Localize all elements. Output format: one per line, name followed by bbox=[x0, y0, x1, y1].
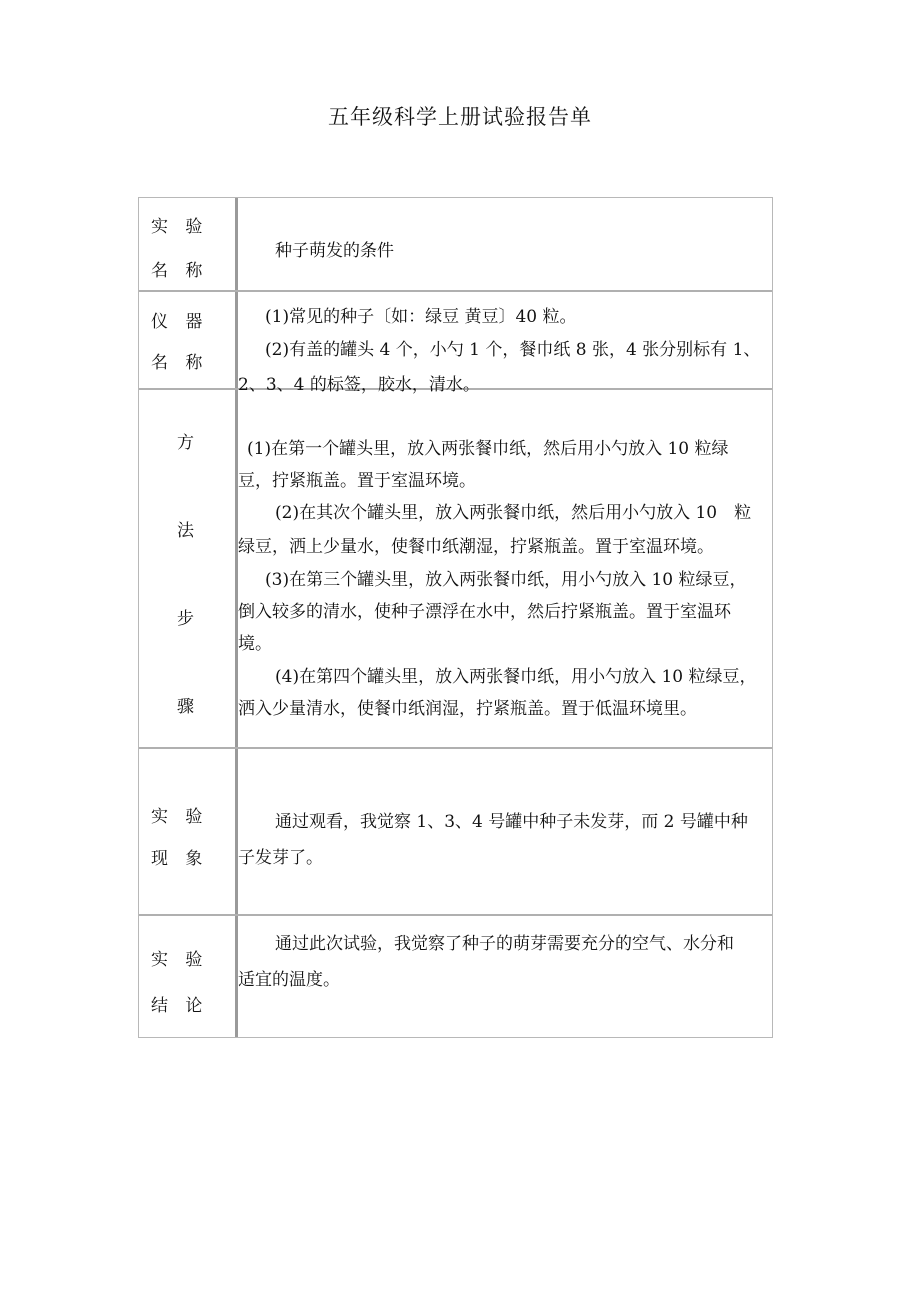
label-instruments-2: 名 称 bbox=[151, 353, 209, 373]
conclusion-line: 通过此次试验，我觉察了种子的萌芽需要充分的空气、水分和 bbox=[275, 934, 734, 954]
row-divider bbox=[139, 290, 772, 292]
method-line: (4)在第四个罐头里，放入两张餐巾纸，用小勺放入 10 粒绿豆， bbox=[275, 667, 757, 687]
page-title: 五年级科学上册试验报告单 bbox=[328, 105, 592, 129]
label-method-3: 步 bbox=[177, 609, 200, 629]
label-name-2: 名 称 bbox=[151, 261, 209, 281]
phenomenon-line: 通过观看，我觉察 1、3、4 号罐中种子未发芽，而 2 号罐中种 bbox=[275, 812, 748, 832]
label-phenomenon-1: 实 验 bbox=[151, 807, 209, 827]
label-phenomenon-2: 现 象 bbox=[151, 849, 209, 869]
label-conclusion-2: 结 论 bbox=[151, 996, 209, 1016]
label-method-1: 方 bbox=[177, 433, 200, 453]
row-divider bbox=[139, 747, 772, 749]
method-line: (3)在第三个罐头里，放入两张餐巾纸，用小勺放入 10 粒绿豆， bbox=[265, 570, 747, 590]
method-line: 境。 bbox=[238, 634, 272, 654]
experiment-name: 种子萌发的条件 bbox=[275, 241, 394, 261]
phenomenon-line: 子发芽了。 bbox=[238, 848, 323, 868]
label-conclusion-1: 实 验 bbox=[151, 950, 209, 970]
method-line: 豆，拧紧瓶盖。置于室温环境。 bbox=[238, 471, 476, 491]
method-line: (2)在其次个罐头里，放入两张餐巾纸，然后用小勺放入 10 粒 bbox=[275, 503, 752, 523]
instrument-line: 2、3、4 的标签，胶水，清水。 bbox=[238, 375, 480, 395]
row-divider bbox=[139, 914, 772, 916]
instrument-line: (1)常见的种子〔如：绿豆 黄豆〕40 粒。 bbox=[265, 307, 577, 327]
label-instruments-1: 仪 器 bbox=[151, 312, 209, 332]
method-line: 洒入少量清水，使餐巾纸润湿，拧紧瓶盖。置于低温环境里。 bbox=[238, 699, 697, 719]
instrument-line: (2)有盖的罐头 4 个，小勺 1 个，餐巾纸 8 张，4 张分别标有 1、 bbox=[265, 340, 761, 360]
label-method-4: 骤 bbox=[177, 697, 200, 717]
report-table bbox=[138, 197, 773, 1038]
method-line: 绿豆，洒上少量水，使餐巾纸潮湿，拧紧瓶盖。置于室温环境。 bbox=[238, 537, 714, 557]
method-line: 倒入较多的清水，使种子漂浮在水中，然后拧紧瓶盖。置于室温环 bbox=[238, 602, 731, 622]
label-name-1: 实 验 bbox=[151, 217, 209, 237]
conclusion-line: 适宜的温度。 bbox=[238, 970, 340, 990]
label-method-2: 法 bbox=[177, 521, 200, 541]
method-line: (1)在第一个罐头里，放入两张餐巾纸，然后用小勺放入 10 粒绿 bbox=[247, 439, 729, 459]
